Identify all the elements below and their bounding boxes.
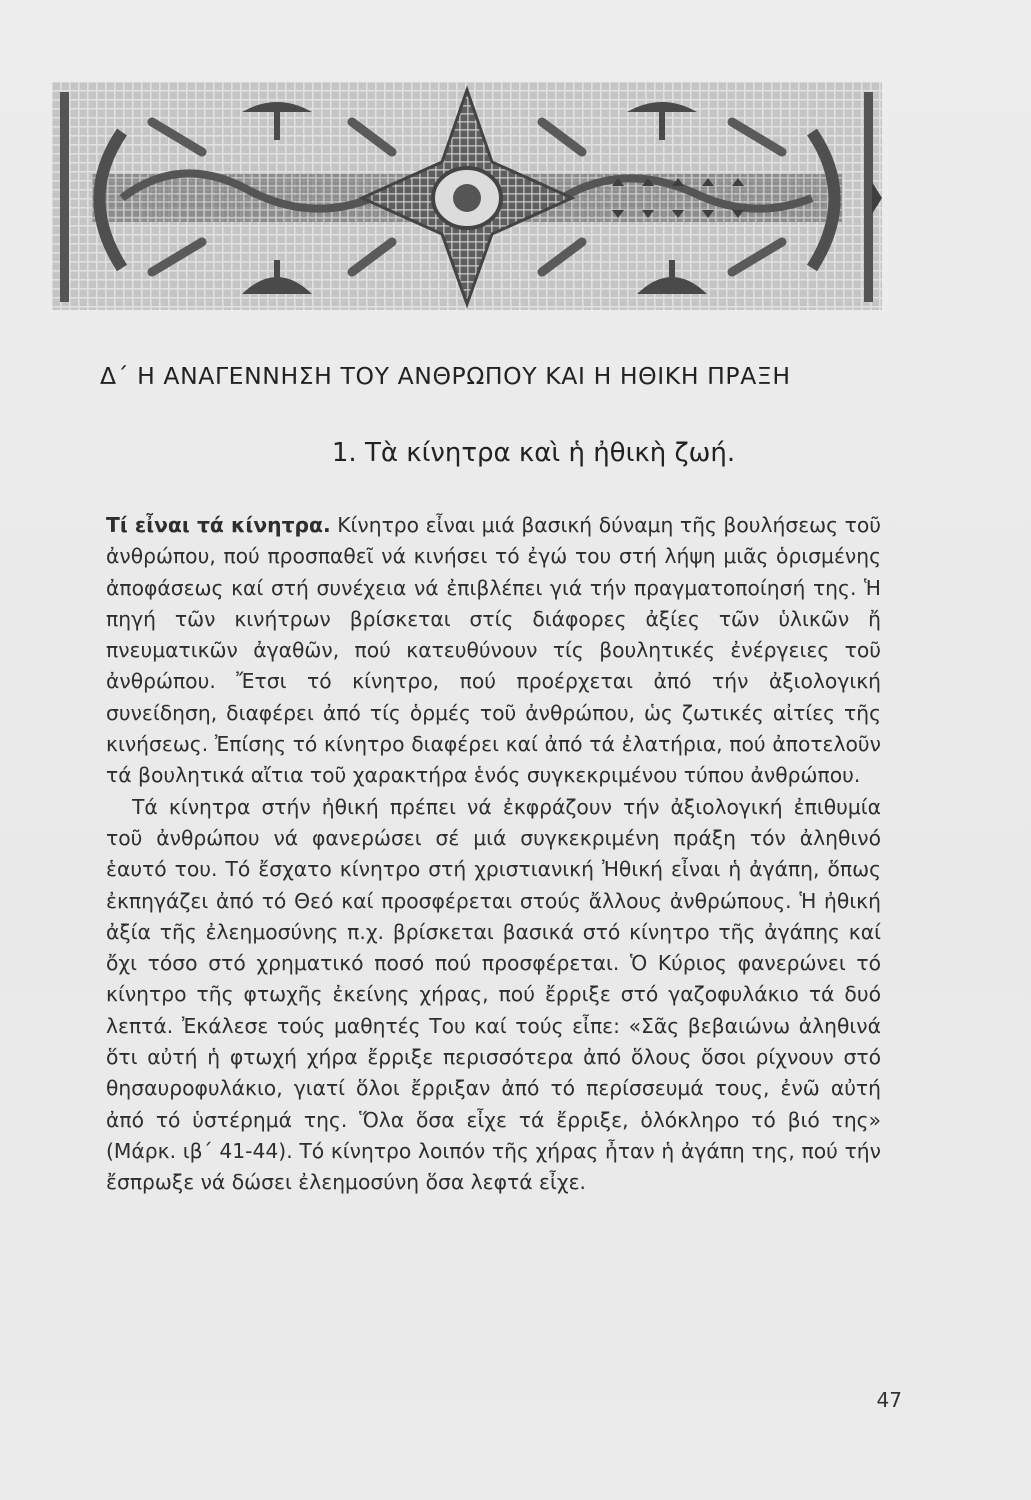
page-number: 47 bbox=[876, 1388, 902, 1412]
run-in-heading: Τί εἶναι τά κίνητρα. bbox=[106, 513, 331, 537]
chapter-heading: Δ΄ Η ΑΝΑΓΕΝΝΗΣΗ ΤΟΥ ΑΝΘΡΩΠΟΥ ΚΑΙ Η ΗΘΙΚΗ ΠΡΑΞΗ bbox=[100, 362, 791, 390]
paragraph-2: Τά κίνητρα στήν ἠθική πρέπει νά ἐκφράζουν τήν ἀξιολογική ἐπιθυμία τοῦ ἀνθρώπου νά φανερώσει σέ μιά συγκεκριμένη πράξη τόν ἀληθινό ἑαυτό του. Τό ἔσχατο κίνητρο στή χριστιανική Ἠθική εἶναι ἡ ἀγάπη, ὅπως ἐκπηγάζει ἀπό τό Θεό καί προσφέρεται στούς ἄλλους ἀνθρώπους. Ἡ ἠθική ἀξία τῆς ἐλεημοσύνης π.χ. βρίσκεται βασικά στό κίνητρο τῆς ἀγάπης καί ὄχι τόσο στό χρηματικό ποσό πού προσφέρεται. Ὁ Κύριος φανερώνει τό κίνητρο τῆς φτωχῆς ἐκείνης χήρας, πού ἔρριξε στό γαζοφυλάκιο τά δυό λεπτά. Ἐκάλεσε τούς μαθητές Του καί τούς εἶπε: «Σᾶς βεβαιώνω ἀληθινά ὅτι αὐτή ἡ φτωχή χήρα ἔρριξε περισσότερα ἀπό ὅλους ὅσοι ρίχνουν στό θησαυροφυλάκιο, γιατί ὅλοι ἔρριξαν ἀπό τό περίσσευμά τους, ἐνῶ αὐτή ἀπό τό ὑστέρημά της. Ὅλα ὅσα εἶχε τά ἔρριξε, ὁλόκληρο τό βιό της» (Μάρκ. ιβ΄ 41-44). Τό κίνητρο λοιπόν τῆς χήρας ἦταν ἡ ἀγάπη της, πού τήν ἔσπρωξε νά δώσει ἐλεημοσύνη ὅσα λεφτά εἶχε. bbox=[106, 794, 881, 1195]
byzantine-mosaic-ornament-icon bbox=[52, 82, 882, 310]
section-title: 1. Τὰ κίνητρα καὶ ἡ ἠθικὴ ζωή. bbox=[331, 438, 736, 468]
paragraph-1 bbox=[106, 510, 881, 792]
body-text bbox=[106, 510, 881, 1199]
paragraph-1-text: Κίνητρο εἶναι μιά βασική δύναμη τῆς βουλήσεως τοῦ ἀνθρώπου, πού προσπαθεῖ νά κινήσει τό ἐγώ του στή λήψη μιᾶς ὁρισμένης ἀποφάσεως καί στή συνέχεια νά ἐπιβλέπει γιά τήν πραγματοποίησή της. Ἡ πηγή τῶν κινήτρων βρίσκεται στίς διάφορες ἀξίες τῶν ὑλικῶν ἤ πνευματικῶν ἀγαθῶν, πού κατευθύνουν τίς βουλητικές ἐνέργειες τοῦ ἀνθρώπου. Ἔτσι τό κίνητρο, πού προέρχεται ἀπό τήν ἀξιολογική συνείδηση, διαφέρει ἀπό τίς ὁρμές τοῦ ἀνθρώπου, ὡς ζωτικές αἰτίες τῆς κινήσεως. Ἐπίσης τό κίνητρο διαφέρει καί ἀπό τά ἐλατήρια, πού ἀποτελοῦν τά βουλητικά αἴτια τοῦ χαρακτήρα ἑνός συγκεκριμένου τύπου ἀνθρώπου. bbox=[106, 513, 881, 788]
